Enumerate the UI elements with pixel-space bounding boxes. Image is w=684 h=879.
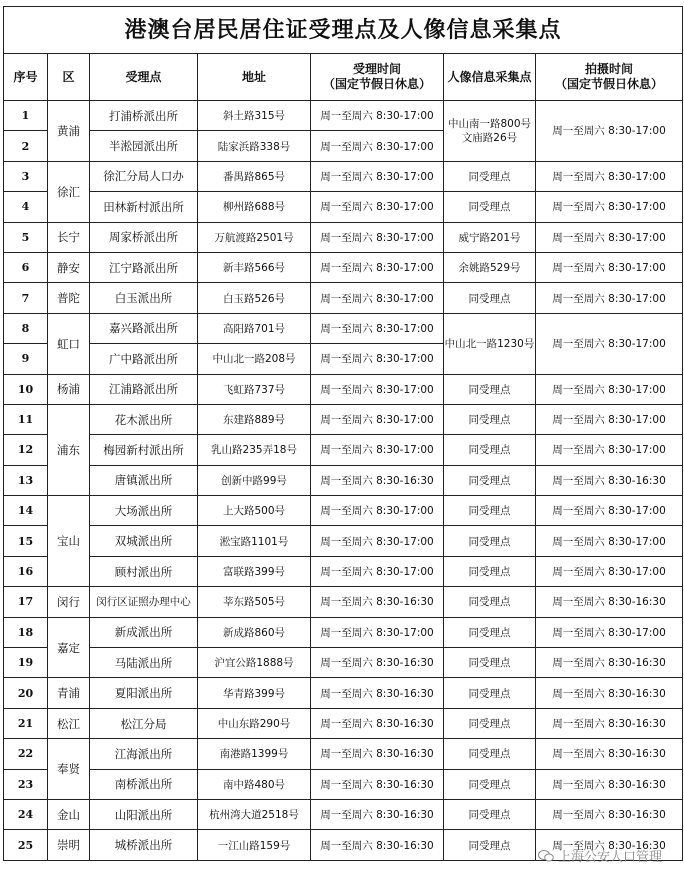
row-photo-hours: 周一至周六 8:30-17:00 <box>536 252 683 282</box>
row-photo-point: 同受理点 <box>444 617 536 647</box>
row-photo-point: 同受理点 <box>444 648 536 678</box>
table-row <box>4 192 683 222</box>
table-row <box>4 617 683 647</box>
row-hours: 周一至周六 8:30-17:00 <box>311 344 444 374</box>
row-hours: 周一至周六 8:30-17:00 <box>311 101 444 131</box>
table-row <box>4 587 683 617</box>
row-photo-point: 同受理点 <box>444 678 536 708</box>
table-row <box>4 222 683 252</box>
row-seq: 16 <box>4 556 48 586</box>
row-office: 夏阳派出所 <box>90 678 198 708</box>
row-district: 虹口 <box>48 313 90 374</box>
row-district: 浦东 <box>48 404 90 495</box>
row-seq: 8 <box>4 313 48 343</box>
row-hours: 周一至周六 8:30-17:00 <box>311 374 444 404</box>
row-photo-point: 同受理点 <box>444 283 536 313</box>
row-hours: 周一至周六 8:30-16:30 <box>311 648 444 678</box>
row-office: 松江分局 <box>90 708 198 738</box>
row-seq: 21 <box>4 708 48 738</box>
row-photo-point: 同受理点 <box>444 435 536 465</box>
row-photo-hours: 周一至周六 8:30-16:30 <box>536 708 683 738</box>
row-photo-point: 同受理点 <box>444 526 536 556</box>
wechat-icon <box>538 850 554 862</box>
row-hours: 周一至周六 8:30-17:00 <box>311 161 444 191</box>
row-district: 奉贤 <box>48 739 90 800</box>
row-photo-hours: 周一至周六 8:30-16:30 <box>536 678 683 708</box>
row-seq: 15 <box>4 526 48 556</box>
table-row <box>4 526 683 556</box>
row-address: 中山北一路208号 <box>198 344 311 374</box>
row-photo-hours: 周一至周六 8:30-17:00 <box>536 222 683 252</box>
row-district: 嘉定 <box>48 617 90 678</box>
row-hours: 周一至周六 8:30-16:30 <box>311 739 444 769</box>
row-seq: 5 <box>4 222 48 252</box>
row-address: 乳山路235弄18号 <box>198 435 311 465</box>
row-address: 万航渡路2501号 <box>198 222 311 252</box>
row-hours: 周一至周六 8:30-17:00 <box>311 435 444 465</box>
row-office: 山阳派出所 <box>90 799 198 829</box>
row-seq: 19 <box>4 648 48 678</box>
row-photo-point: 威宁路201号 <box>444 222 536 252</box>
row-office: 江浦路派出所 <box>90 374 198 404</box>
table-row <box>4 161 683 191</box>
row-address: 中山东路290号 <box>198 708 311 738</box>
row-office: 顾村派出所 <box>90 556 198 586</box>
table-row <box>4 648 683 678</box>
title-row <box>4 7 683 54</box>
row-hours: 周一至周六 8:30-17:00 <box>311 526 444 556</box>
row-address: 白玉路526号 <box>198 283 311 313</box>
row-photo-hours: 周一至周六 8:30-16:30 <box>536 587 683 617</box>
row-photo-point: 同受理点 <box>444 769 536 799</box>
row-office: 江海派出所 <box>90 739 198 769</box>
row-hours: 周一至周六 8:30-16:30 <box>311 465 444 495</box>
row-hours: 周一至周六 8:30-17:00 <box>311 192 444 222</box>
row-photo-point: 同受理点 <box>444 192 536 222</box>
row-district: 崇明 <box>48 830 90 860</box>
row-office: 城桥派出所 <box>90 830 198 860</box>
row-seq: 22 <box>4 739 48 769</box>
row-office: 南桥派出所 <box>90 769 198 799</box>
row-hours: 周一至周六 8:30-17:00 <box>311 404 444 434</box>
row-photo-hours: 周一至周六 8:30-17:00 <box>536 374 683 404</box>
row-photo-point <box>444 101 536 162</box>
row-office: 唐镇派出所 <box>90 465 198 495</box>
row-photo-hours: 周一至周六 8:30-17:00 <box>536 404 683 434</box>
row-address: 飞虹路737号 <box>198 374 311 404</box>
table-row <box>4 374 683 404</box>
row-office: 花木派出所 <box>90 404 198 434</box>
row-photo-point: 同受理点 <box>444 374 536 404</box>
row-address: 华青路399号 <box>198 678 311 708</box>
row-seq: 2 <box>4 131 48 161</box>
row-seq: 1 <box>4 101 48 131</box>
row-photo-point: 同受理点 <box>444 161 536 191</box>
row-seq: 10 <box>4 374 48 404</box>
row-address: 淞宝路1101号 <box>198 526 311 556</box>
row-district: 徐汇 <box>48 161 90 222</box>
row-photo-hours: 周一至周六 8:30-17:00 <box>536 192 683 222</box>
row-photo-hours: 周一至周六 8:30-17:00 <box>536 556 683 586</box>
table-row <box>4 739 683 769</box>
row-hours: 周一至周六 8:30-17:00 <box>311 222 444 252</box>
row-office: 田林新村派出所 <box>90 192 198 222</box>
watermark-text: 上海公安人口管理 <box>557 850 662 865</box>
table-row <box>4 678 683 708</box>
photo-point-line1: 中山南一路800号 <box>447 117 532 130</box>
row-seq: 17 <box>4 587 48 617</box>
row-hours: 周一至周六 8:30-16:30 <box>311 799 444 829</box>
row-office: 双城派出所 <box>90 526 198 556</box>
table-row <box>4 496 683 526</box>
row-office: 梅园新村派出所 <box>90 435 198 465</box>
row-photo-point: 同受理点 <box>444 739 536 769</box>
row-seq: 12 <box>4 435 48 465</box>
row-photo-point: 同受理点 <box>444 708 536 738</box>
page-title: 港澳台居民居住证受理点及人像信息采集点 <box>4 7 683 54</box>
row-address: 莘东路505号 <box>198 587 311 617</box>
table-body <box>4 101 683 861</box>
row-photo-hours: 周一至周六 8:30-17:00 <box>536 313 683 374</box>
row-photo-point: 同受理点 <box>444 830 536 860</box>
row-district: 宝山 <box>48 496 90 587</box>
row-hours: 周一至周六 8:30-16:30 <box>311 587 444 617</box>
row-seq: 6 <box>4 252 48 282</box>
table-row <box>4 708 683 738</box>
row-photo-hours: 周一至周六 8:30-17:00 <box>536 283 683 313</box>
row-photo-point: 同受理点 <box>444 404 536 434</box>
row-hours: 周一至周六 8:30-17:00 <box>311 283 444 313</box>
table-row <box>4 435 683 465</box>
row-office: 闵行区证照办理中心 <box>90 587 198 617</box>
row-address: 番禺路865号 <box>198 161 311 191</box>
row-hours: 周一至周六 8:30-17:00 <box>311 131 444 161</box>
row-address: 南港路1399号 <box>198 739 311 769</box>
row-photo-hours: 周一至周六 8:30-17:00 <box>536 496 683 526</box>
row-address: 上大路500号 <box>198 496 311 526</box>
row-photo-hours: 周一至周六 8:30-17:00 <box>536 435 683 465</box>
header-photo-point: 人像信息采集点 <box>444 54 536 101</box>
header-hours-line2: （国定节假日休息） <box>322 77 431 91</box>
row-district: 金山 <box>48 799 90 829</box>
row-seq: 13 <box>4 465 48 495</box>
row-seq: 25 <box>4 830 48 860</box>
row-district: 黄浦 <box>48 101 90 162</box>
row-seq: 18 <box>4 617 48 647</box>
row-hours: 周一至周六 8:30-16:30 <box>311 708 444 738</box>
row-seq: 24 <box>4 799 48 829</box>
table-row <box>4 101 683 131</box>
row-photo-hours: 周一至周六 8:30-17:00 <box>536 526 683 556</box>
row-office: 白玉派出所 <box>90 283 198 313</box>
row-hours: 周一至周六 8:30-17:00 <box>311 252 444 282</box>
row-address: 高阳路701号 <box>198 313 311 343</box>
row-seq: 11 <box>4 404 48 434</box>
row-office: 半淞园派出所 <box>90 131 198 161</box>
row-seq: 20 <box>4 678 48 708</box>
row-hours: 周一至周六 8:30-17:00 <box>311 496 444 526</box>
row-office: 嘉兴路派出所 <box>90 313 198 343</box>
row-district: 闵行 <box>48 587 90 617</box>
row-photo-hours: 周一至周六 8:30-17:00 <box>536 101 683 162</box>
header-office: 受理点 <box>90 54 198 101</box>
header-seq: 序号 <box>4 54 48 101</box>
row-address: 柳州路688号 <box>198 192 311 222</box>
service-points-table <box>3 6 683 861</box>
row-photo-point: 同受理点 <box>444 465 536 495</box>
row-photo-hours: 周一至周六 8:30-16:30 <box>536 648 683 678</box>
row-address: 创新中路99号 <box>198 465 311 495</box>
table-row <box>4 799 683 829</box>
row-seq: 9 <box>4 344 48 374</box>
table-row <box>4 556 683 586</box>
row-seq: 3 <box>4 161 48 191</box>
row-photo-point: 中山北一路1230号 <box>444 313 536 374</box>
table-row <box>4 252 683 282</box>
watermark <box>538 846 662 865</box>
table-row <box>4 465 683 495</box>
header-row <box>4 54 683 101</box>
row-address: 新丰路566号 <box>198 252 311 282</box>
row-district: 杨浦 <box>48 374 90 404</box>
row-photo-point: 同受理点 <box>444 556 536 586</box>
row-hours: 周一至周六 8:30-17:00 <box>311 313 444 343</box>
row-photo-hours: 周一至周六 8:30-17:00 <box>536 161 683 191</box>
row-address: 东建路889号 <box>198 404 311 434</box>
row-photo-hours: 周一至周六 8:30-16:30 <box>536 830 683 860</box>
row-district: 松江 <box>48 708 90 738</box>
row-office: 新成派出所 <box>90 617 198 647</box>
row-photo-hours: 周一至周六 8:30-16:30 <box>536 769 683 799</box>
row-office: 广中路派出所 <box>90 344 198 374</box>
header-address: 地址 <box>198 54 311 101</box>
row-office: 打浦桥派出所 <box>90 101 198 131</box>
row-photo-hours: 周一至周六 8:30-16:30 <box>536 799 683 829</box>
row-hours: 周一至周六 8:30-17:00 <box>311 556 444 586</box>
row-address: 南中路480号 <box>198 769 311 799</box>
row-seq: 4 <box>4 192 48 222</box>
table-row <box>4 769 683 799</box>
row-address: 沪宜公路1888号 <box>198 648 311 678</box>
row-address: 富联路399号 <box>198 556 311 586</box>
row-hours: 周一至周六 8:30-16:30 <box>311 769 444 799</box>
row-photo-hours: 周一至周六 8:30-16:30 <box>536 465 683 495</box>
row-photo-hours: 周一至周六 8:30-17:00 <box>536 617 683 647</box>
row-hours: 周一至周六 8:30-16:30 <box>311 830 444 860</box>
row-hours: 周一至周六 8:30-16:30 <box>311 678 444 708</box>
row-photo-point: 同受理点 <box>444 799 536 829</box>
row-district: 长宁 <box>48 222 90 252</box>
row-seq: 14 <box>4 496 48 526</box>
row-district: 普陀 <box>48 283 90 313</box>
row-address: 陆家浜路338号 <box>198 131 311 161</box>
row-office: 徐汇分局人口办 <box>90 161 198 191</box>
header-hours-line1: 受理时间 <box>352 62 401 76</box>
row-address: 杭州湾大道2518号 <box>198 799 311 829</box>
header-photo-hours-line1: 拍摄时间 <box>585 62 634 76</box>
row-office: 江宁路派出所 <box>90 252 198 282</box>
photo-point-line2: 文庙路26号 <box>461 131 518 144</box>
header-hours <box>311 54 444 101</box>
header-district: 区 <box>48 54 90 101</box>
row-photo-point: 余姚路529号 <box>444 252 536 282</box>
table-row <box>4 283 683 313</box>
row-seq: 23 <box>4 769 48 799</box>
row-photo-point: 同受理点 <box>444 496 536 526</box>
row-office: 马陆派出所 <box>90 648 198 678</box>
row-district: 静安 <box>48 252 90 282</box>
row-hours: 周一至周六 8:30-17:00 <box>311 617 444 647</box>
table-row <box>4 404 683 434</box>
table-row <box>4 313 683 343</box>
row-address: 斜土路315号 <box>198 101 311 131</box>
row-photo-hours: 周一至周六 8:30-16:30 <box>536 739 683 769</box>
row-photo-point: 同受理点 <box>444 587 536 617</box>
row-address: 一江山路159号 <box>198 830 311 860</box>
row-office: 大场派出所 <box>90 496 198 526</box>
row-office: 周家桥派出所 <box>90 222 198 252</box>
row-district: 青浦 <box>48 678 90 708</box>
header-photo-hours <box>536 54 683 101</box>
row-address: 新成路860号 <box>198 617 311 647</box>
row-seq: 7 <box>4 283 48 313</box>
header-photo-hours-line2: （国定节假日休息） <box>555 77 664 91</box>
